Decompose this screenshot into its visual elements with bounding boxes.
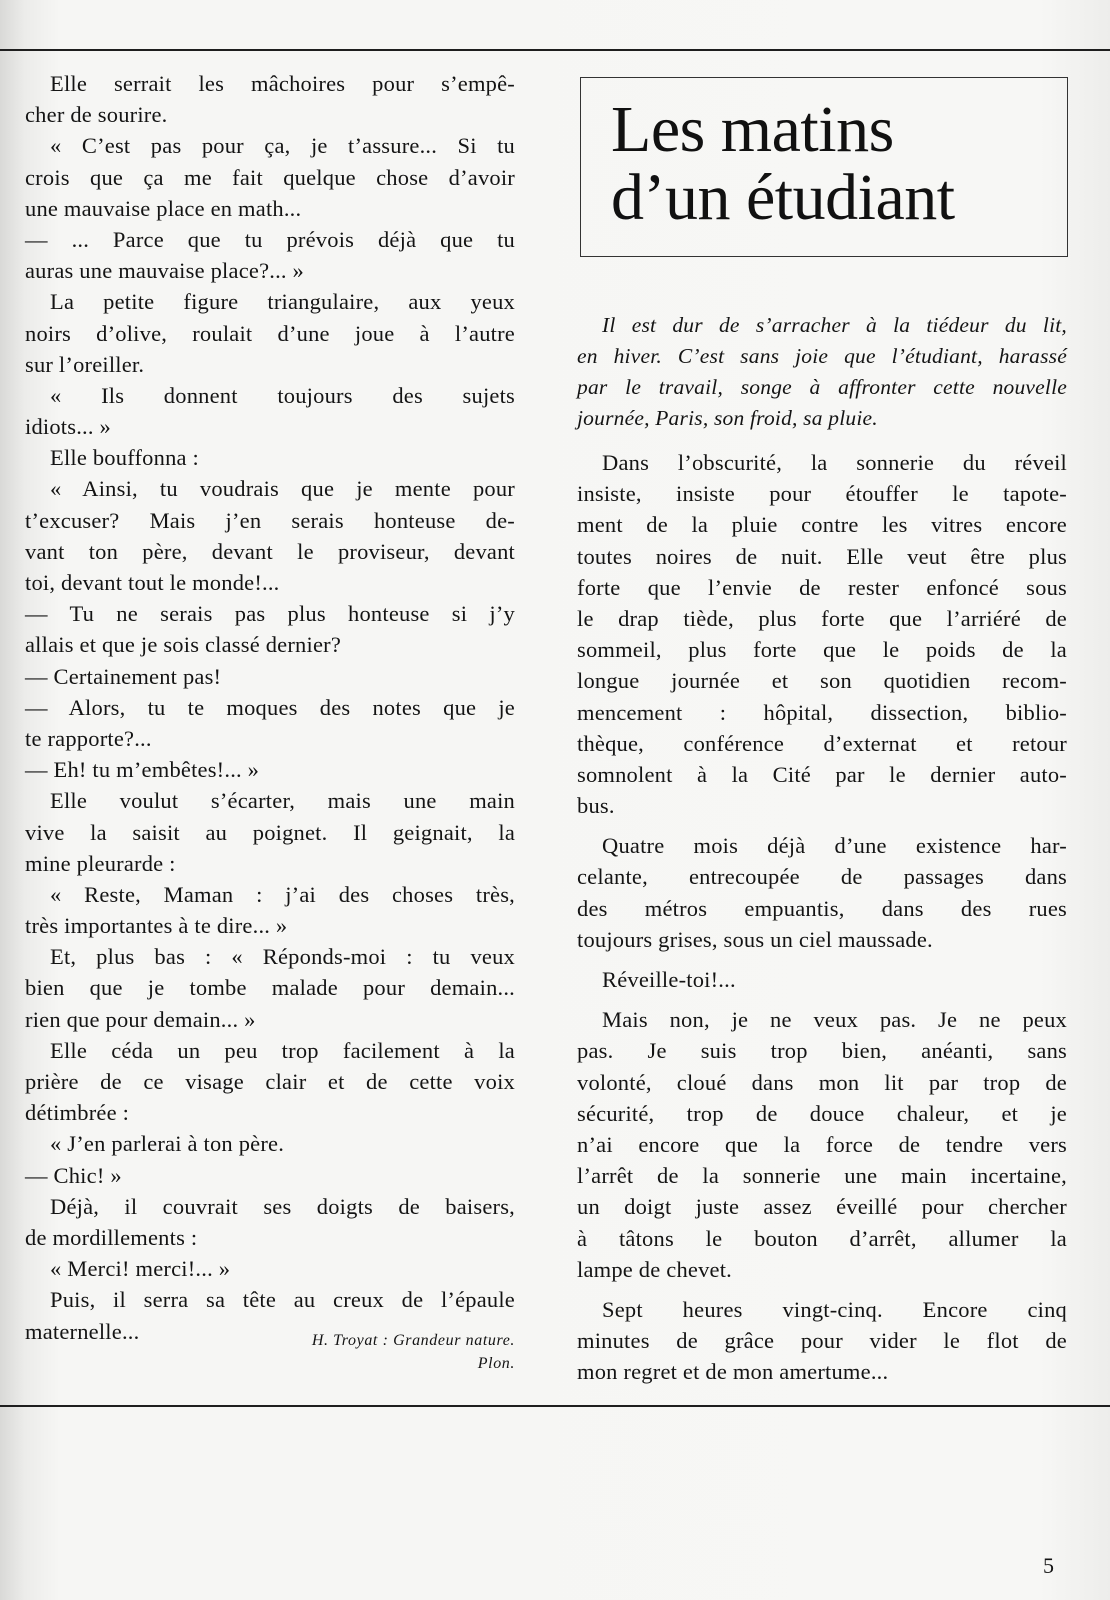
text-line: Elle bouffonna : xyxy=(50,445,199,471)
text-line: vant ton père, devant le proviseur, devant xyxy=(25,538,515,564)
text-line: sécurité, trop de douce chaleur, et je xyxy=(577,1100,1067,1126)
text-line: cher de sourire. xyxy=(25,102,168,128)
text-line: toujours grises, sous un ciel maussade. xyxy=(577,926,933,952)
text-line: « J’en parlerai à ton père. xyxy=(50,1131,285,1157)
text-line: — Alors, tu te moques des notes que je xyxy=(25,694,515,720)
text-line: Quatre mois déjà d’une existence har- xyxy=(602,833,1067,859)
text-line: sommeil, plus forte que le poids de la xyxy=(577,637,1067,663)
text-line: n’ai encore que la force de tendre vers xyxy=(577,1131,1067,1157)
text-line: volonté, cloué dans mon lit par trop de xyxy=(577,1069,1067,1095)
paragraph xyxy=(577,964,1067,995)
text-line: mine pleurarde : xyxy=(25,850,176,876)
text-line: une mauvaise place en math... xyxy=(25,195,302,221)
paragraph xyxy=(577,1004,1067,1285)
text-line: La petite figure triangulaire, aux yeux xyxy=(50,289,515,315)
text-line: — Certainement pas! xyxy=(25,663,222,689)
text-line: mencement : hôpital, dissection, biblio- xyxy=(577,699,1067,725)
text-line: de mordillements : xyxy=(25,1224,198,1250)
text-line: toutes noires de nuit. Elle veut être plus xyxy=(577,543,1067,569)
bottom-rule xyxy=(0,1405,1110,1407)
text-line: crois que ça me fait quelque chose d’avoir xyxy=(25,164,515,190)
text-line: mon regret et de mon amertume... xyxy=(577,1359,889,1385)
title-line-2: d’un étudiant xyxy=(611,161,955,234)
text-line: à tâtons le bouton d’arrêt, allumer la xyxy=(577,1225,1067,1251)
text-line: somnolent à la Cité par le dernier auto- xyxy=(577,761,1067,787)
text-line: Puis, il serra sa tête au creux de l’épaule xyxy=(50,1287,515,1313)
credit-source: H. Troyat : Grandeur nature. xyxy=(311,1332,515,1349)
text-line: ment de la pluie contre les vitres encore xyxy=(577,512,1067,538)
text-line: insiste, insiste pour étouffer le tapote- xyxy=(577,481,1067,507)
text-line: détimbrée : xyxy=(25,1100,130,1126)
article-title-box xyxy=(580,77,1068,257)
text-line: celante, entrecoupée de passages dans xyxy=(577,864,1067,890)
text-line: Réveille-toi!... xyxy=(602,967,736,992)
article-lead xyxy=(577,310,1067,434)
text-line: longue journée et son quotidien recom- xyxy=(577,668,1067,694)
text-line: l’arrêt de la sonnerie une main incertaine, xyxy=(577,1163,1067,1189)
text-line: — Chic! » xyxy=(25,1162,122,1188)
text-line: — Tu ne serais pas plus honteuse si j’y xyxy=(25,601,515,627)
text-line: Et, plus bas : « Réponds-moi : tu veux xyxy=(50,944,515,970)
text-line: auras une mauvaise place?... » xyxy=(25,258,304,284)
text-line: des métros empuantis, dans des rues xyxy=(577,895,1067,921)
left-column-excerpt xyxy=(25,68,515,1347)
text-line: par le travail, songe à affronter cette nouvelle xyxy=(577,375,1067,399)
credit-publisher: Plon. xyxy=(477,1355,515,1372)
article-title xyxy=(611,93,955,234)
text-line: thèque, conférence d’externat et retour xyxy=(577,730,1067,756)
text-line: « Ils donnent toujours des sujets xyxy=(50,382,515,408)
text-line: sur l’oreiller. xyxy=(25,351,145,377)
text-line: — Eh! tu m’embêtes!... » xyxy=(25,757,260,783)
text-line: Elle serrait les mâchoires pour s’empê- xyxy=(50,71,515,96)
text-line: Dans l’obscurité, la sonnerie du réveil xyxy=(602,450,1067,475)
paragraph xyxy=(577,447,1067,821)
text-line: journée, Paris, son froid, sa pluie. xyxy=(577,406,878,430)
text-line: en hiver. C’est sans joie que l’étudiant, harassé xyxy=(577,344,1067,368)
text-line: idiots... » xyxy=(25,414,111,440)
text-line: Sept heures vingt-cinq. Encore cinq xyxy=(602,1296,1067,1322)
text-line: rien que pour demain... » xyxy=(25,1006,256,1032)
text-line: toi, devant tout le monde!... xyxy=(25,570,280,595)
text-line: très importantes à te dire... » xyxy=(25,913,288,939)
text-line: allais et que je sois classé dernier? xyxy=(25,632,342,658)
text-line: vive la saisit au poignet. Il geignait, la xyxy=(25,819,515,845)
text-line: le drap tiède, plus forte que l’arriéré de xyxy=(577,605,1067,631)
text-line: lampe de chevet. xyxy=(577,1256,732,1282)
text-line: maternelle... xyxy=(25,1318,140,1344)
text-line: prière de ce visage clair et de cette voix xyxy=(25,1069,515,1094)
text-line: noirs d’olive, roulait d’une joue à l’autre xyxy=(25,320,515,346)
text-line: « Ainsi, tu voudrais que je mente pour xyxy=(50,476,515,502)
paragraph xyxy=(577,1294,1067,1388)
text-line: te rapporte?... xyxy=(25,725,152,751)
text-line: Déjà, il couvrait ses doigts de baisers, xyxy=(50,1193,515,1219)
text-line: « C’est pas pour ça, je t’assure... Si tu xyxy=(50,133,515,159)
text-line: — ... Parce que tu prévois déjà que tu xyxy=(25,226,515,252)
text-line: forte que l’envie de rester enfoncé sous xyxy=(577,574,1067,600)
text-line: Mais non, je ne veux pas. Je ne peux xyxy=(602,1007,1067,1033)
text-line: bus. xyxy=(577,793,615,819)
text-line: « Merci! merci!... » xyxy=(50,1256,231,1282)
text-line: minutes de grâce pour vider le flot de xyxy=(577,1328,1067,1354)
text-line: Elle céda un peu trop facilement à la xyxy=(50,1037,515,1063)
text-line: un doigt juste assez éveillé pour chercher xyxy=(577,1194,1067,1220)
text-line: bien que je tombe malade pour demain... xyxy=(25,975,515,1001)
page-number: 5 xyxy=(1043,1553,1054,1578)
paragraph xyxy=(577,830,1067,955)
top-rule xyxy=(0,49,1110,51)
text-line: pas. Je suis trop bien, anéanti, sans xyxy=(577,1038,1067,1064)
text-line: Elle voulut s’écarter, mais une main xyxy=(50,788,515,814)
text-line: Il est dur de s’arracher à la tiédeur du lit, xyxy=(602,313,1067,337)
text-line: « Reste, Maman : j’ai des choses très, xyxy=(50,881,515,907)
text-line: t’excuser? Mais j’en serais honteuse de- xyxy=(25,507,515,533)
title-line-1: Les matins xyxy=(611,93,894,166)
article-body xyxy=(577,447,1067,1396)
